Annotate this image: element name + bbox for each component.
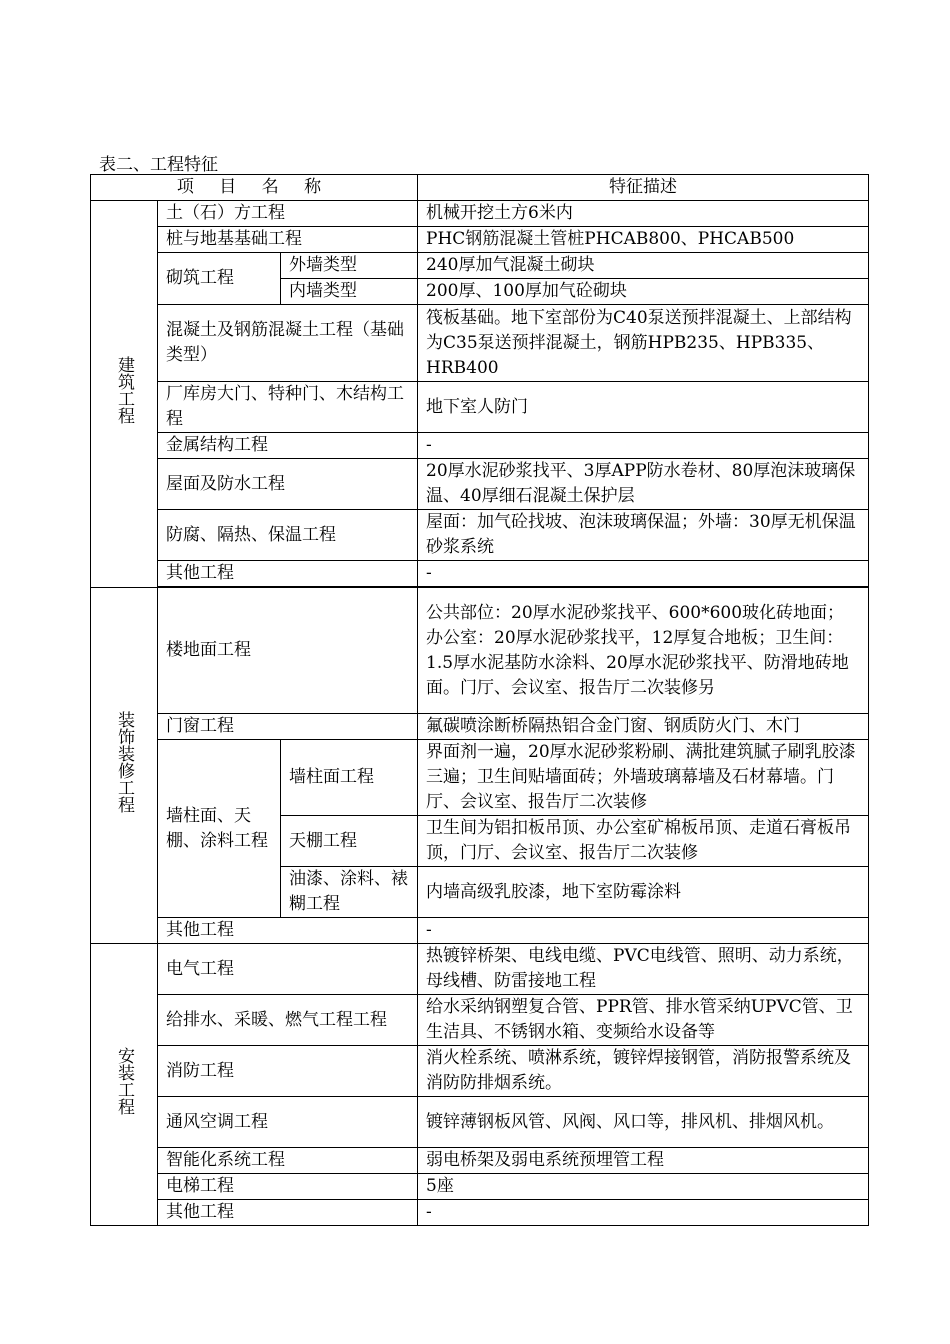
table-row bbox=[91, 1097, 869, 1148]
item-name: 墙柱面、天棚、涂料工程 bbox=[158, 740, 281, 918]
table-row bbox=[91, 1148, 869, 1174]
category-label: 安装工程 bbox=[114, 1046, 134, 1115]
item-name: 混凝土及钢筋混凝土工程（基础类型） bbox=[158, 305, 418, 382]
table-row bbox=[91, 944, 869, 995]
item-desc: - bbox=[418, 918, 869, 944]
header-desc-cell bbox=[418, 175, 869, 201]
item-name: 电气工程 bbox=[158, 944, 418, 995]
item-desc: - bbox=[418, 433, 869, 459]
item-desc: 卫生间为铝扣板吊顶、办公室矿棉板吊顶、走道石膏板吊顶，门厅、会议室、报告厅二次装修 bbox=[418, 816, 869, 867]
table-row bbox=[91, 253, 869, 279]
item-name: 其他工程 bbox=[158, 561, 418, 587]
item-desc: 5座 bbox=[418, 1174, 869, 1200]
project-features-table bbox=[90, 174, 869, 1226]
table-caption: 表二、工程特征 bbox=[99, 155, 218, 175]
item-name: 给排水、采暖、燃气工程工程 bbox=[158, 995, 418, 1046]
item-name: 其他工程 bbox=[158, 918, 418, 944]
item-name: 厂库房大门、特种门、木结构工程 bbox=[158, 382, 418, 433]
table-row bbox=[91, 918, 869, 944]
table-row bbox=[91, 588, 869, 714]
item-desc: 热镀锌桥架、电线电缆、PVC电线管、照明、动力系统，母线槽、防雷接地工程 bbox=[418, 944, 869, 995]
item-name: 土（石）方工程 bbox=[158, 201, 418, 227]
subitem-name: 外墙类型 bbox=[281, 253, 418, 279]
header-desc-label: 特征描述 bbox=[609, 177, 678, 197]
item-name: 电梯工程 bbox=[158, 1174, 418, 1200]
table-row bbox=[91, 305, 869, 382]
table-row bbox=[91, 1200, 869, 1226]
table-row bbox=[91, 201, 869, 227]
subitem-name: 天棚工程 bbox=[281, 816, 418, 867]
item-desc: - bbox=[418, 1200, 869, 1226]
table-row bbox=[91, 1174, 869, 1200]
item-desc: 弱电桥架及弱电系统预埋管工程 bbox=[418, 1148, 869, 1174]
table-row bbox=[91, 510, 869, 561]
table-row bbox=[91, 382, 869, 433]
category-building bbox=[91, 201, 158, 588]
subitem-name: 内墙类型 bbox=[281, 279, 418, 305]
table-row bbox=[91, 459, 869, 510]
item-desc: 给水采纳钢塑复合管、PPR管、排水管采纳UPVC管、卫生洁具、不锈钢水箱、变频给水设备等 bbox=[418, 995, 869, 1046]
item-name: 金属结构工程 bbox=[158, 433, 418, 459]
table-row bbox=[91, 995, 869, 1046]
header-item-cell bbox=[91, 175, 418, 201]
subitem-name: 墙柱面工程 bbox=[281, 740, 418, 816]
category-decoration bbox=[91, 588, 158, 944]
item-desc: - bbox=[418, 561, 869, 587]
item-desc: 公共部位：20厚水泥砂浆找平、600*600玻化砖地面；办公室：20厚水泥砂浆找平，12厚复合地板；卫生间：1.5厚水泥基防水涂料、20厚水泥砂浆找平、防滑地砖地面。门厅、会议室、报告厅二次装修另 bbox=[418, 588, 869, 714]
item-name: 智能化系统工程 bbox=[158, 1148, 418, 1174]
item-desc: 240厚加气混凝土砌块 bbox=[418, 253, 869, 279]
item-name: 消防工程 bbox=[158, 1046, 418, 1097]
table-row bbox=[91, 740, 869, 816]
item-name: 砌筑工程 bbox=[158, 253, 281, 305]
item-desc: 200厚、100厚加气砼砌块 bbox=[418, 279, 869, 305]
item-desc: PHC钢筋混凝土管桩PHCAB800、PHCAB500 bbox=[418, 227, 869, 253]
item-name: 桩与地基基础工程 bbox=[158, 227, 418, 253]
category-installation bbox=[91, 944, 158, 1226]
table-row bbox=[91, 1046, 869, 1097]
item-name: 其他工程 bbox=[158, 1200, 418, 1226]
item-desc: 氟碳喷涂断桥隔热铝合金门窗、钢质防火门、木门 bbox=[418, 714, 869, 740]
item-desc: 内墙高级乳胶漆，地下室防霉涂料 bbox=[418, 867, 869, 918]
category-label: 建筑工程 bbox=[114, 356, 134, 424]
item-desc: 20厚水泥砂浆找平、3厚APP防水卷材、80厚泡沫玻璃保温、40厚细石混凝土保护层 bbox=[418, 459, 869, 510]
table-row bbox=[91, 561, 869, 587]
item-name: 屋面及防水工程 bbox=[158, 459, 418, 510]
item-desc: 屋面：加气砼找坡、泡沫玻璃保温；外墙：30厚无机保温砂浆系统 bbox=[418, 510, 869, 561]
item-desc: 消火栓系统、喷淋系统，镀锌焊接钢管，消防报警系统及消防防排烟系统。 bbox=[418, 1046, 869, 1097]
table-header-row bbox=[91, 175, 869, 201]
table-row bbox=[91, 714, 869, 740]
item-desc: 机械开挖土方6米内 bbox=[418, 201, 869, 227]
table-row bbox=[91, 227, 869, 253]
header-item-label: 项 目 名 称 bbox=[176, 177, 332, 197]
item-desc: 界面剂一遍，20厚水泥砂浆粉刷、满批建筑腻子刷乳胶漆三遍；卫生间贴墙面砖；外墙玻璃幕墙及石材幕墙。门厅、会议室、报告厅二次装修 bbox=[418, 740, 869, 816]
item-name: 防腐、隔热、保温工程 bbox=[158, 510, 418, 561]
subitem-name: 油漆、涂料、裱糊工程 bbox=[281, 867, 418, 918]
item-desc: 筏板基础。地下室部份为C40泵送预拌混凝土、上部结构为C35泵送预拌混凝土，钢筋HPB235、HPB335、HRB400 bbox=[418, 305, 869, 382]
item-name: 门窗工程 bbox=[158, 714, 418, 740]
item-name: 通风空调工程 bbox=[158, 1097, 418, 1148]
item-desc: 地下室人防门 bbox=[418, 382, 869, 433]
category-label: 装饰装修工程 bbox=[114, 710, 134, 813]
table-row bbox=[91, 433, 869, 459]
item-desc: 镀锌薄钢板风管、风阀、风口等，排风机、排烟风机。 bbox=[418, 1097, 869, 1148]
item-name: 楼地面工程 bbox=[158, 588, 418, 714]
